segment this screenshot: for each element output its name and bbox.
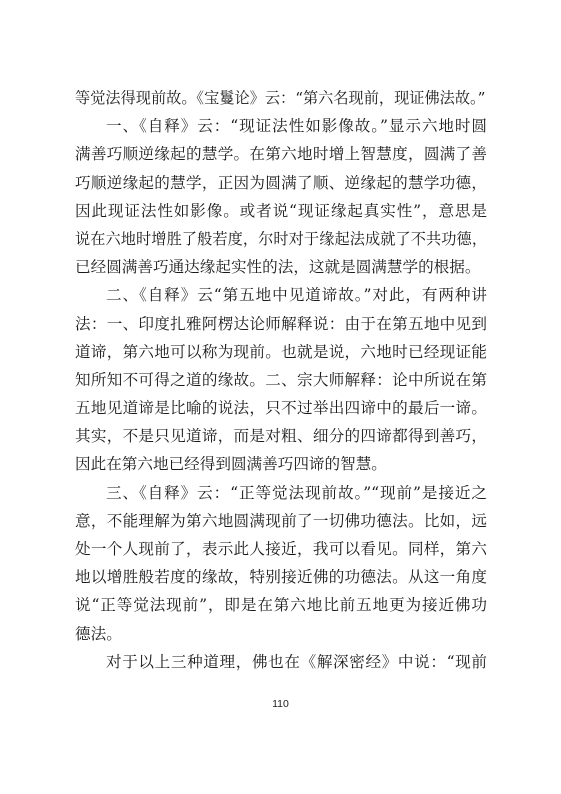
text-line: 三、《自释》云：“正等觉法现前故。”“现前”是接近之 [106,483,487,502]
text-line: 说“正等觉法现前”，即是在第六地比前五地更为接近佛功 [75,596,487,615]
page-number: 110 [272,698,289,710]
text-line: 知所知不可得之道的缘故。二、宗大师解释：论中所说在第 [75,370,487,389]
text-line: 等觉法得现前故。《宝鬘论》云：“第六名现前，现证佛法故。” [75,89,486,107]
text-line: 一、《自释》云：“现证法性如影像故。”显示六地时圆 [106,117,487,136]
text-line: 因此在第六地已经得到圆满善巧四谛的智慧。 [75,455,387,474]
text-line: 对于以上三种道理，佛也在《解深密经》中说：“现前 [106,652,487,671]
text-line: 已经圆满善巧通达缘起实性的法，这就是圆满慧学的根据。 [75,258,481,277]
text-line: 巧顺逆缘起的慧学，正因为圆满了顺、逆缘起的慧学功德， [75,173,487,192]
text-line: 意，不能理解为第六地圆满现前了一切佛功德法。比如，远 [75,511,487,530]
text-line: 说在六地时增胜了般若度，尔时对于缘起法成就了不共功德， [75,229,487,248]
text-line: 地以增胜般若度的缘故，特别接近佛的功德法。从这一角度 [75,568,487,587]
text-line: 其实，不是只见道谛，而是对粗、细分的四谛都得到善巧， [75,427,487,446]
text-line: 因此现证法性如影像。或者说“现证缘起真实性”，意思是 [75,201,487,220]
text-line: 满善巧顺逆缘起的慧学。在第六地时增上智慧度，圆满了善 [75,145,487,164]
text-line: 五地见道谛是比喻的说法，只不过举出四谛中的最后一谛。 [75,399,487,418]
text-line: 德法。 [75,624,122,643]
text-line: 法：一、印度扎雅阿楞达论师解释说：由于在第五地中见到 [75,314,487,333]
text-line: 二、《自释》云“第五地中见道谛故。”对此，有两种讲 [106,286,487,305]
text-line: 道谛，第六地可以称为现前。也就是说，六地时已经现证能 [75,342,487,361]
text-line: 处一个人现前了，表示此人接近，我可以看见。同样，第六 [75,540,487,558]
body-text [75,84,487,676]
